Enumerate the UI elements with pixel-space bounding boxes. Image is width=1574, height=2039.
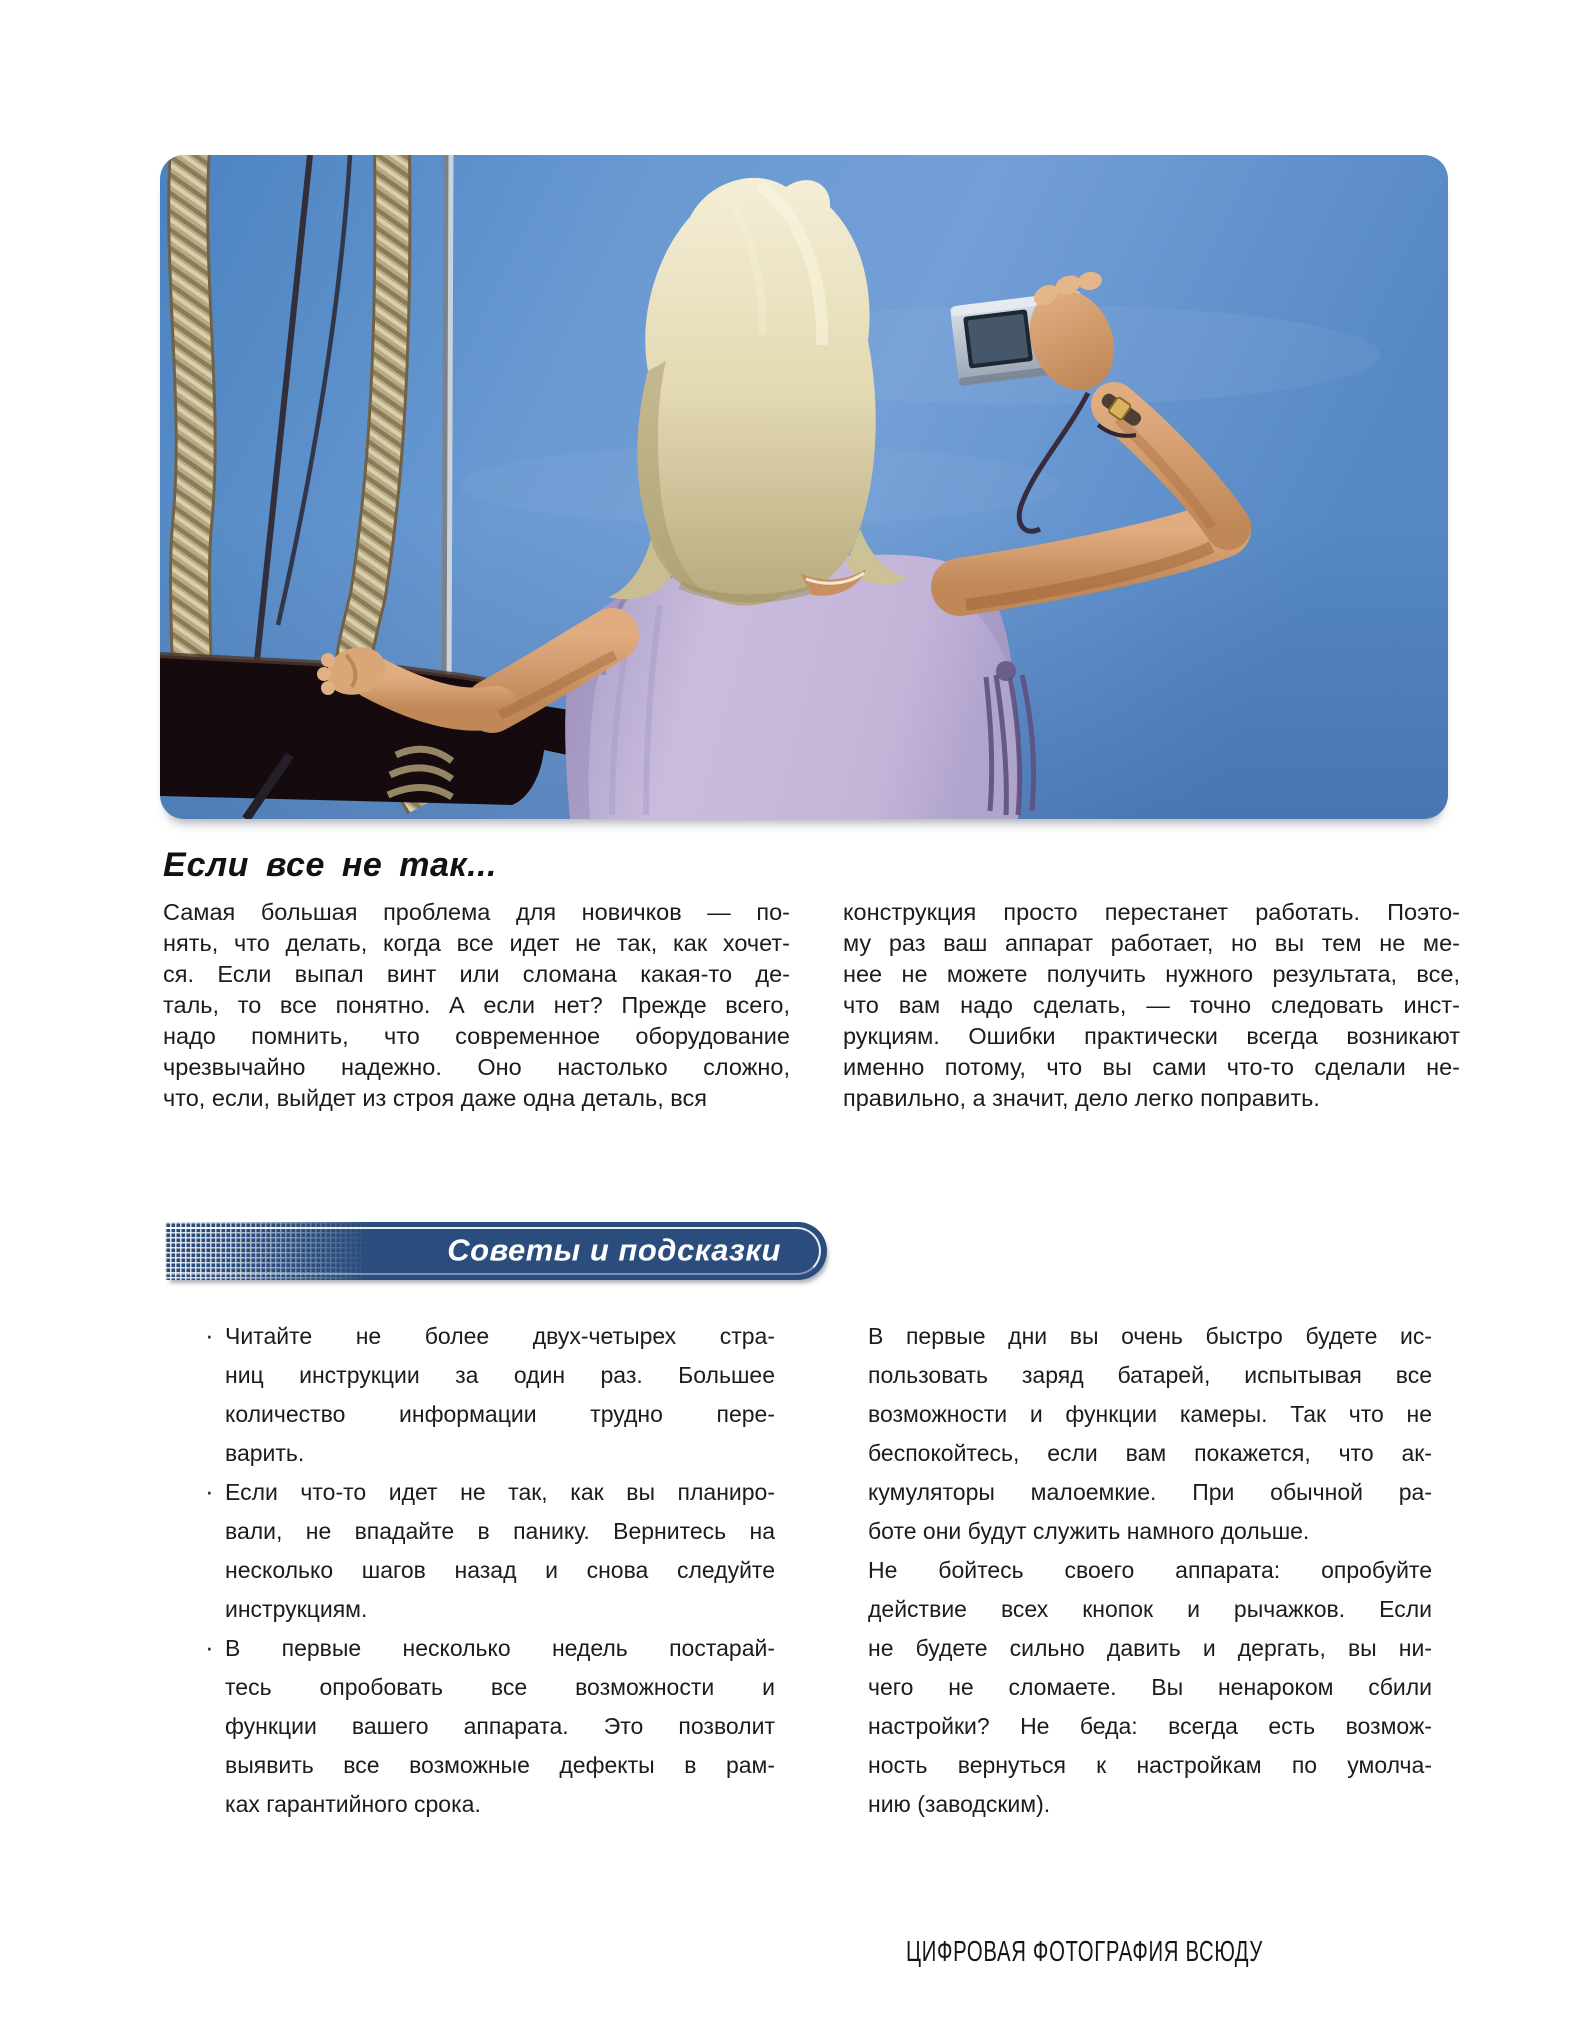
text-line: действие всех кнопок и рычажков. Если — [868, 1596, 1432, 1622]
photo-mast-pole — [446, 155, 451, 700]
text-line: не будете сильно давить и дергать, вы ни- — [868, 1635, 1432, 1661]
text-line: ниц инструкции за один раз. Большее — [225, 1362, 775, 1388]
text-line: выявить все возможные дефекты в рам- — [225, 1752, 775, 1778]
bullet-icon: · — [205, 1476, 214, 1506]
banner-halftone-fade — [165, 1222, 380, 1280]
text-line: тесь опробовать все возможности и — [225, 1674, 775, 1700]
text-line: количество информации трудно пере- — [225, 1401, 775, 1427]
text-line: В первые дни вы очень быстро будете ис- — [868, 1323, 1432, 1349]
text-line: функции вашего аппарата. Это позволит — [225, 1713, 775, 1739]
text-line: несколько шагов назад и снова следуйте — [225, 1557, 775, 1583]
banner-title: Советы и подсказки — [447, 1232, 781, 1268]
text-line: именно потому, что вы сами что-то сделали не- — [843, 1054, 1460, 1080]
text-line: инструкциям. — [225, 1596, 368, 1622]
tip-item — [203, 1317, 775, 1473]
tip-item — [868, 1317, 1432, 1551]
text-line: боте они будут служить намного дольше. — [868, 1518, 1310, 1544]
text-line: Если что-то идет не так, как вы планиро- — [225, 1479, 775, 1505]
text-line: чрезвычайно надежно. Оно настолько сложно, — [163, 1054, 790, 1080]
text-line: ках гарантийного срока. — [225, 1791, 481, 1817]
text-line: правильно, а значит, дело легко поправить. — [843, 1085, 1320, 1111]
tip-item — [868, 1551, 1432, 1824]
text-line: нять, что делать, когда все идет не так, как хочет- — [163, 930, 790, 956]
bullet-icon: · — [205, 1320, 214, 1350]
page-footer — [906, 1936, 1416, 1969]
body-column-right — [843, 897, 1460, 1114]
text-line: возможности и функции камеры. Так что не — [868, 1401, 1432, 1427]
text-line: что, если, выйдет из строя даже одна деталь, вся — [163, 1085, 707, 1111]
footer-title: ЦИФРОВАЯ ФОТОГРАФИЯ ВСЮДУ — [906, 1936, 1264, 1968]
text-line: пользовать заряд батарей, испытывая все — [868, 1362, 1432, 1388]
tips-column-left — [203, 1317, 775, 1824]
text-line: надо помнить, что современное оборудование — [163, 1023, 790, 1049]
text-line: конструкция просто перестанет работать. Поэто- — [843, 899, 1460, 925]
tips-column-right — [868, 1317, 1432, 1824]
text-line: рукциям. Ошибки практически всегда возникают — [843, 1023, 1460, 1049]
text-line: настройки? Не беда: всегда есть возмож- — [868, 1713, 1432, 1739]
text-line: нию (заводским). — [868, 1791, 1051, 1817]
photo-woman-photographing — [160, 155, 1448, 819]
text-line: нее не можете получить нужного результата, все, — [843, 961, 1460, 987]
text-line: таль, то все понятно. А если нет? Прежде всего, — [163, 992, 790, 1018]
text-line: варить. — [225, 1440, 305, 1466]
text-line: ся. Если выпал винт или сломана какая-то де- — [163, 961, 790, 987]
body-column-left — [163, 897, 790, 1114]
text-line: Самая большая проблема для новичков — по- — [163, 899, 790, 925]
text-line: чего не сломаете. Вы ненароком сбили — [868, 1674, 1432, 1700]
text-line: ность вернуться к настройкам по умолча- — [868, 1752, 1432, 1778]
bullet-icon: · — [205, 1632, 214, 1662]
tip-item — [203, 1629, 775, 1824]
text-line: В первые несколько недель постарай- — [225, 1635, 775, 1661]
text-line: беспокойтесь, если вам покажется, что ак- — [868, 1440, 1432, 1466]
text-line: Читайте не более двух-четырех стра- — [225, 1323, 775, 1349]
text-line: вали, не впадайте в панику. Вернитесь на — [225, 1518, 775, 1544]
tip-item — [203, 1473, 775, 1629]
section-heading: Если все не так... — [163, 846, 497, 884]
text-line: что вам надо сделать, — точно следовать инст- — [843, 992, 1460, 1018]
photo-illustration — [160, 155, 1448, 819]
text-line: му раз ваш аппарат работает, но вы тем не ме- — [843, 930, 1460, 956]
text-line: Не бойтесь своего аппарата: опробуйте — [868, 1557, 1432, 1583]
tips-banner — [165, 1222, 827, 1280]
text-line: кумуляторы малоемкие. При обычной ра- — [868, 1479, 1432, 1505]
